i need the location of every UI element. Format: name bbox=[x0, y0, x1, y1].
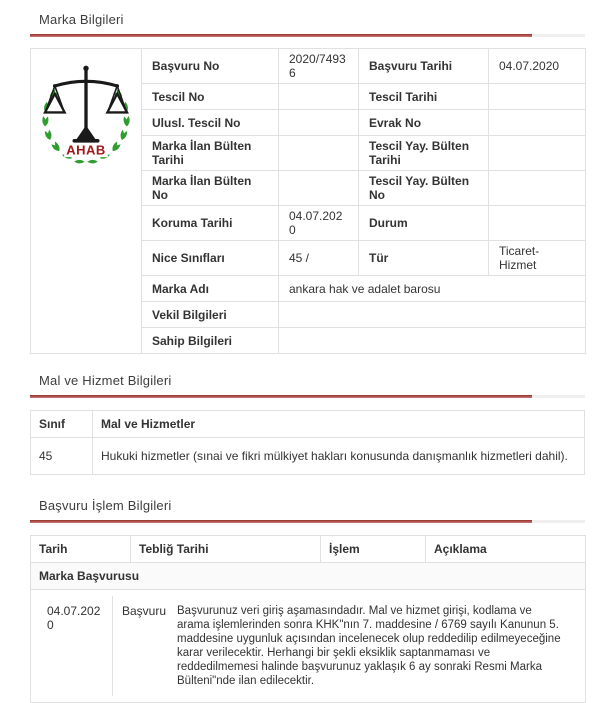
field-label: Başvuru Tarihi bbox=[359, 49, 489, 84]
field-label: Vekil Bilgileri bbox=[142, 302, 279, 328]
section-title: Başvuru İşlem Bilgileri bbox=[39, 498, 172, 513]
field-value bbox=[279, 136, 359, 171]
field-label: Tescil No bbox=[142, 84, 279, 110]
field-value bbox=[489, 136, 586, 171]
justice-scales-icon bbox=[45, 66, 127, 143]
field-value: Ticaret-Hizmet bbox=[489, 241, 586, 276]
field-value: 04.07.2020 bbox=[489, 49, 586, 84]
section-mal-hizmet bbox=[30, 373, 585, 398]
field-label: Nice Sınıfları bbox=[142, 241, 279, 276]
process-group-label: Marka Başvurusu bbox=[31, 563, 586, 590]
field-value bbox=[279, 302, 586, 328]
field-label: Tescil Yay. Bülten Tarihi bbox=[359, 136, 489, 171]
field-value-trademark-name: ankara hak ve adalet barosu bbox=[279, 276, 586, 302]
trademark-info-table bbox=[30, 48, 586, 354]
field-label: Sahip Bilgileri bbox=[142, 328, 279, 354]
trademark-image-cell bbox=[31, 49, 142, 354]
table-header-row bbox=[31, 536, 586, 563]
field-label: Koruma Tarihi bbox=[142, 206, 279, 241]
field-label: Marka İlan Bülten No bbox=[142, 171, 279, 206]
column-header-teblig-tarihi: Tebliğ Tarihi bbox=[131, 536, 321, 563]
process-row-cell bbox=[31, 590, 586, 703]
services-description-cell: Hukuki hizmetler (sınai ve fikri mülkiyet hakları konusunda danışmanlık hizmetleri dahil). bbox=[93, 438, 585, 475]
process-group-row bbox=[31, 563, 586, 590]
section-divider bbox=[30, 520, 585, 523]
column-header-tarih: Tarih bbox=[31, 536, 131, 563]
field-value bbox=[279, 84, 359, 110]
section-divider-accent bbox=[30, 395, 532, 398]
logo-text: AHAB bbox=[66, 142, 106, 158]
field-label: Marka Adı bbox=[142, 276, 279, 302]
field-label: Tür bbox=[359, 241, 489, 276]
process-type: Başvuru bbox=[122, 604, 167, 618]
section-divider-accent bbox=[30, 34, 532, 37]
process-date: 04.07.2020 bbox=[39, 596, 113, 696]
section-divider bbox=[30, 34, 585, 37]
goods-services-table bbox=[30, 410, 585, 475]
application-process-table bbox=[30, 535, 586, 703]
section-divider bbox=[30, 395, 585, 398]
field-value bbox=[279, 328, 586, 354]
field-value bbox=[489, 206, 586, 241]
class-number-cell: 45 bbox=[31, 438, 93, 475]
field-label: Marka İlan Bülten Tarihi bbox=[142, 136, 279, 171]
column-header-mal-hizmetler: Mal ve Hizmetler bbox=[93, 411, 585, 438]
field-value bbox=[489, 171, 586, 206]
field-label: Evrak No bbox=[359, 110, 489, 136]
column-header-sinif: Sınıf bbox=[31, 411, 93, 438]
field-value bbox=[489, 110, 586, 136]
field-label: Başvuru No bbox=[142, 49, 279, 84]
column-header-islem: İşlem bbox=[321, 536, 426, 563]
field-label: Durum bbox=[359, 206, 489, 241]
section-title: Mal ve Hizmet Bilgileri bbox=[39, 373, 172, 388]
table-row bbox=[31, 438, 585, 475]
field-label: Ulusl. Tescil No bbox=[142, 110, 279, 136]
ahab-justice-scales-logo bbox=[34, 61, 138, 167]
field-value: 04.07.2020 bbox=[279, 206, 359, 241]
field-value: 45 / bbox=[279, 241, 359, 276]
process-entry bbox=[39, 596, 577, 696]
section-divider-accent bbox=[30, 520, 532, 523]
field-value bbox=[279, 171, 359, 206]
table-header-row bbox=[31, 411, 585, 438]
field-label: Tescil Yay. Bülten No bbox=[359, 171, 489, 206]
field-value bbox=[489, 84, 586, 110]
section-marka-bilgileri bbox=[30, 12, 585, 37]
field-value: 2020/74936 bbox=[279, 49, 359, 84]
section-basvuru-islem bbox=[30, 498, 585, 523]
field-value bbox=[279, 110, 359, 136]
table-row bbox=[31, 49, 586, 84]
column-header-aciklama: Açıklama bbox=[426, 536, 586, 563]
process-row bbox=[31, 590, 586, 703]
process-description: Başvurunuz veri giriş aşamasındadır. Mal ve hizmet girişi, kodlama ve arama işlemlerinden sonra KHK"nın 7. maddesine / 6769 sayılı Kanunun 5. maddesine uygunluk açısından incelenecek olup reddedilip edilmeyeceğine karar verilecektir. Herhangi bir şekli eksiklik saptanmaması ve reddedilmemesi halinde başvurunuz yaklaşık 6 ay sonraki Resmi Marka Bülteni"nde ilan edilecektir. bbox=[177, 605, 561, 688]
section-title: Marka Bilgileri bbox=[39, 12, 124, 27]
field-label: Tescil Tarihi bbox=[359, 84, 489, 110]
